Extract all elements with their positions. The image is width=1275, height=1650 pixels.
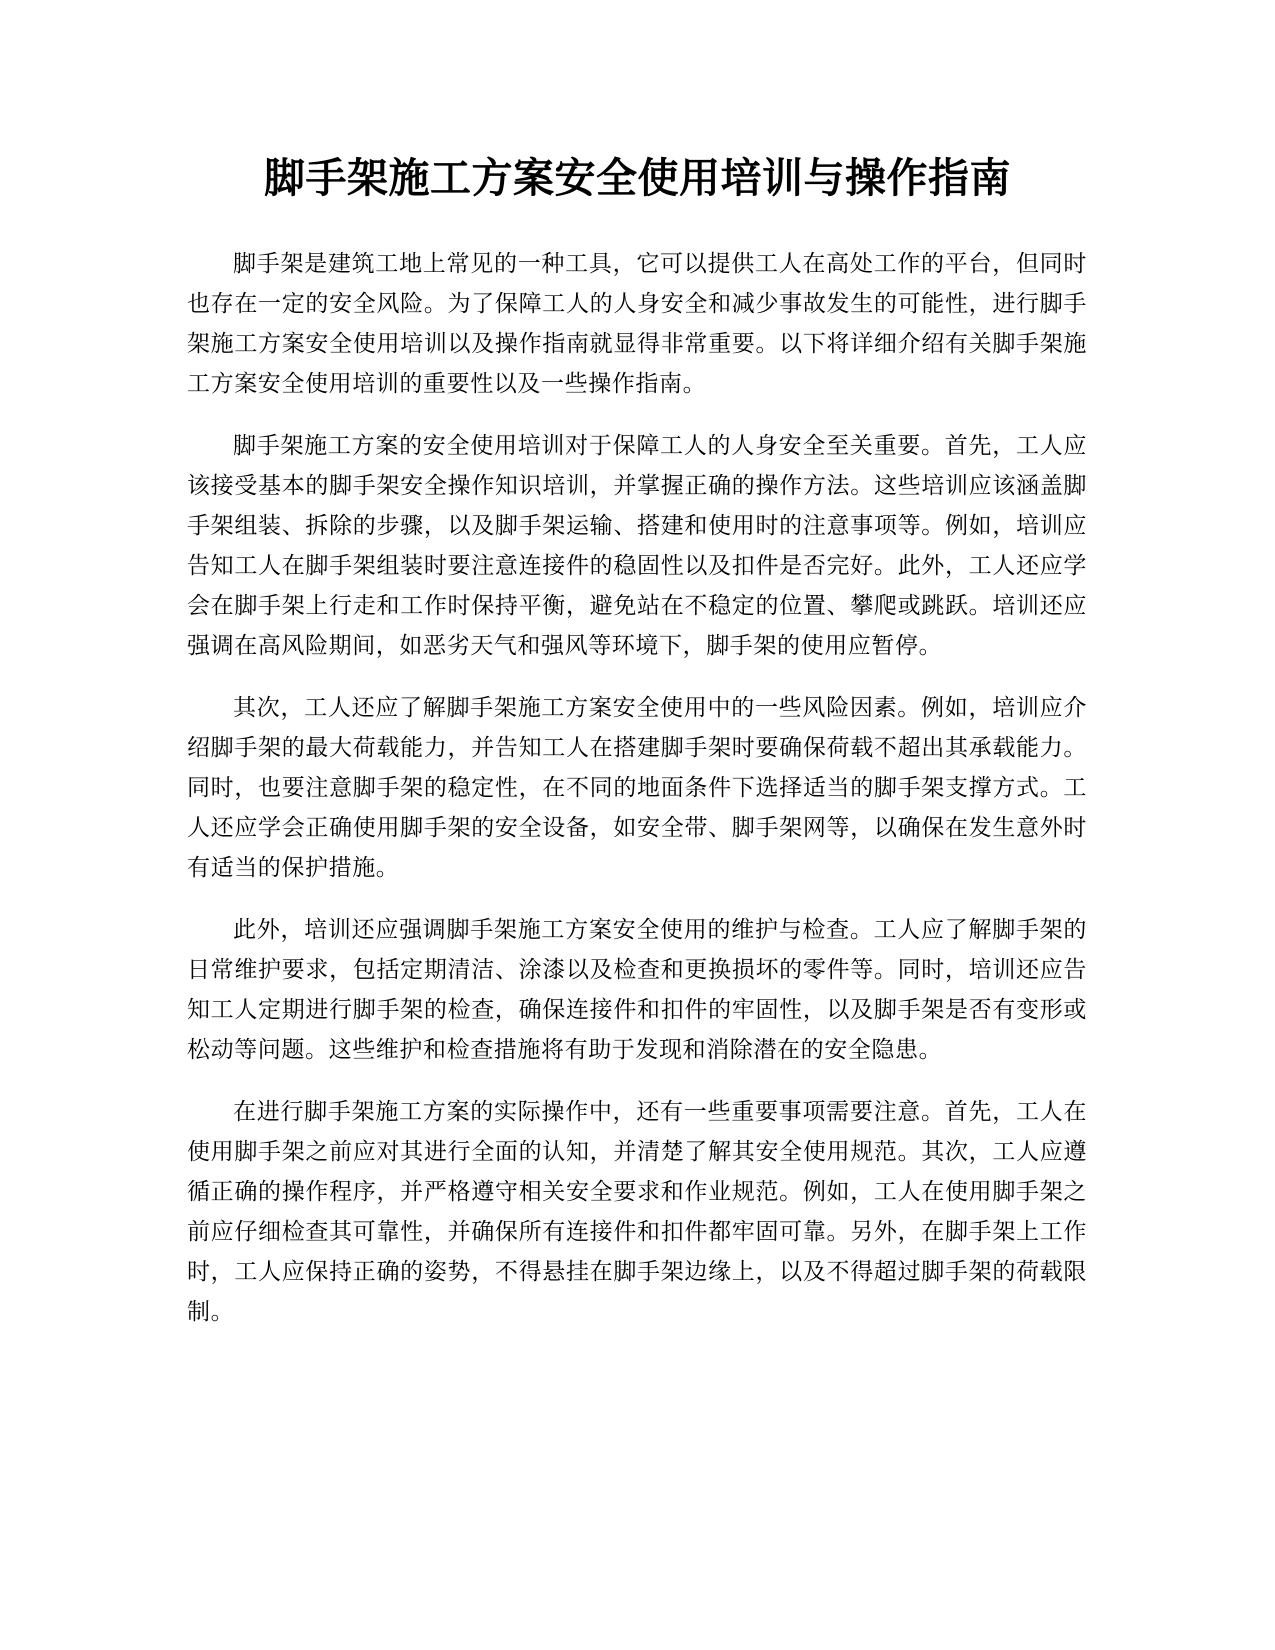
paragraph-5: 在进行脚手架施工方案的实际操作中，还有一些重要事项需要注意。首先，工人在使用脚手架之前应对其进行全面的认知，并清楚了解其安全使用规范。其次，工人应遵循正确的操作程序，并严格遵守相关安全要求和作业规范。例如，工人在使用脚手架之前应仔细检查其可靠性，并确保所有连接件和扣件都牢固可靠。另外，在脚手架上工作时，工人应保持正确的姿势，不得悬挂在脚手架边缘上，以及不得超过脚手架的荷载限制。 (187, 1099, 1087, 1325)
paragraph-3: 其次，工人还应了解脚手架施工方案安全使用中的一些风险因素。例如，培训应介绍脚手架的最大荷载能力，并告知工人在搭建脚手架时要确保荷载不超出其承载能力。同时，也要注意脚手架的稳定性，在不同的地面条件下选择适当的脚手架支撑方式。工人还应学会正确使用脚手架的安全设备，如安全带、脚手架网等，以确保在发生意外时有适当的保护措施。 (187, 695, 1087, 881)
document-body (187, 244, 1087, 1354)
paragraph-1: 脚手架是建筑工地上常见的一种工具，它可以提供工人在高处工作的平台，但同时也存在一定的安全风险。为了保障工人的人身安全和减少事故发生的可能性，进行脚手架施工方案安全使用培训以及操作指南就显得非常重要。以下将详细介绍有关脚手架施工方案安全使用培训的重要性以及一些操作指南。 (187, 251, 1087, 397)
paragraph-4: 此外，培训还应强调脚手架施工方案安全使用的维护与检查。工人应了解脚手架的日常维护要求，包括定期清洁、涂漆以及检查和更换损坏的零件等。同时，培训还应告知工人定期进行脚手架的检查，确保连接件和扣件的牢固性，以及脚手架是否有变形或松动等问题。这些维护和检查措施将有助于发现和消除潜在的安全隐患。 (187, 917, 1087, 1063)
document-title: 脚手架施工方案安全使用培训与操作指南 (264, 154, 1011, 202)
paragraph-2: 脚手架施工方案的安全使用培训对于保障工人的人身安全至关重要。首先，工人应该接受基本的脚手架安全操作知识培训，并掌握正确的操作方法。这些培训应该涵盖脚手架组装、拆除的步骤，以及脚手架运输、搭建和使用时的注意事项等。例如，培训应告知工人在脚手架组装时要注意连接件的稳固性以及扣件是否完好。此外，工人还应学会在脚手架上行走和工作时保持平衡，避免站在不稳定的位置、攀爬或跳跃。培训还应强调在高风险期间，如恶劣天气和强风等环境下，脚手架的使用应暂停。 (187, 433, 1087, 659)
